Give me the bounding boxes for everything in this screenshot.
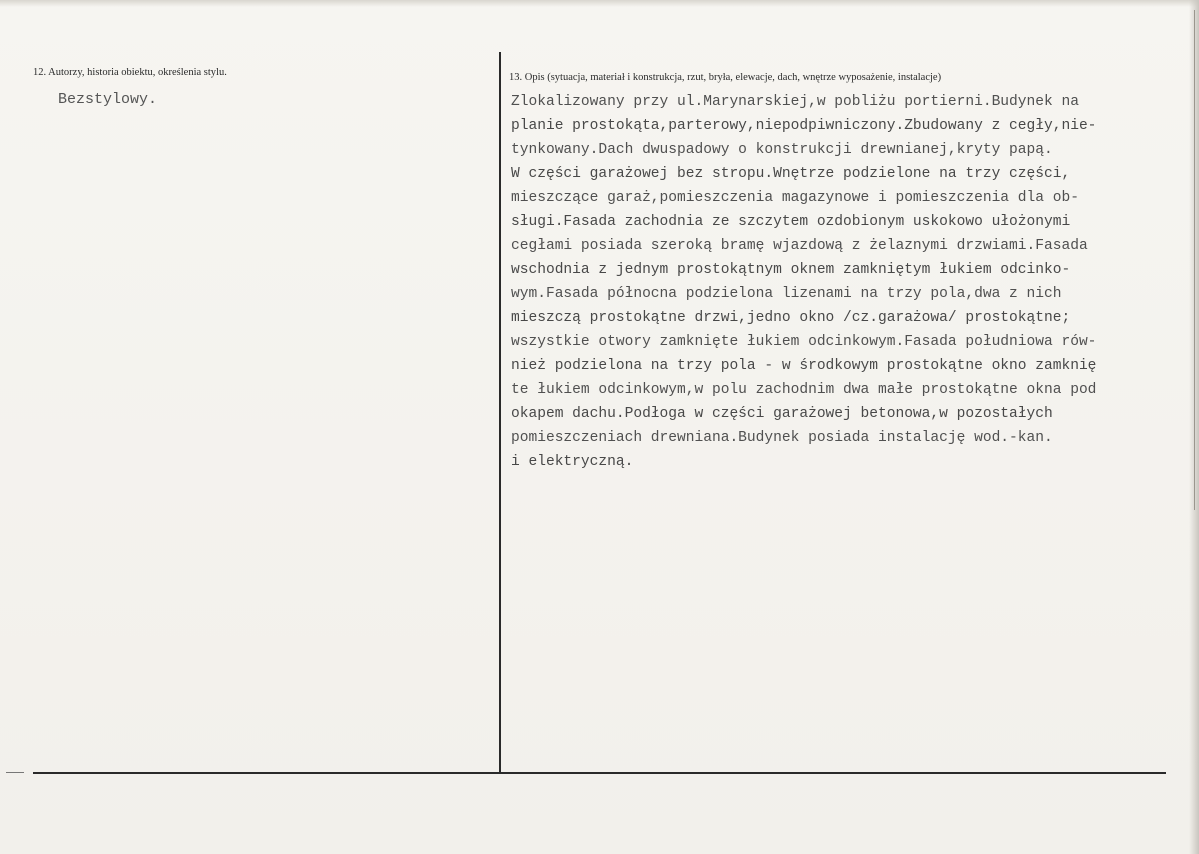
bottom-rule <box>33 772 1166 774</box>
section-12-value: Bezstylowy. <box>58 91 158 108</box>
description-line: mieszczące garaż,pomieszczenia magazynowe i pomieszczenia dla ob- <box>511 190 1079 206</box>
description-line: te łukiem odcinkowym,w polu zachodnim dwa małe prostokątne okna pod <box>511 382 1097 398</box>
description-line: W części garażowej bez stropu.Wnętrze podzielone na trzy części, <box>511 166 1071 182</box>
description-line: planie prostokąta,parterowy,niepodpiwniczony.Zbudowany z cegły,nie- <box>511 118 1097 134</box>
description-line: i elektryczną. <box>511 454 634 470</box>
description-line: nież podzielona na trzy pola - w środkowym prostokątne okno zamknię <box>511 358 1097 374</box>
description-line: wszystkie otwory zamknięte łukiem odcinkowym.Fasada południowa rów- <box>511 334 1097 350</box>
column-divider <box>499 52 501 774</box>
description-line: tynkowany.Dach dwuspadowy o konstrukcji drewnianej,kryty papą. <box>511 142 1053 158</box>
description-line: mieszczą prostokątne drzwi,jedno okno /cz.garażowa/ prostokątne; <box>511 310 1071 326</box>
description-line: wschodnia z jednym prostokątnym oknem zamkniętym łukiem odcinko- <box>511 262 1071 278</box>
description-line: pomieszczeniach drewniana.Budynek posiada instalację wod.-kan. <box>511 430 1053 446</box>
section-12-heading: 12. Autorzy, historia obiektu, określenia stylu. <box>33 67 227 78</box>
section-13-description <box>511 90 1096 474</box>
description-line: okapem dachu.Podłoga w części garażowej betonowa,w pozostałych <box>511 406 1053 422</box>
margin-tick <box>6 772 24 773</box>
section-13-heading: 13. Opis (sytuacja, materiał i konstrukcja, rzut, bryła, elewacje, dach, wnętrze wyposażenie, instalacje) <box>509 72 942 83</box>
description-line: sługi.Fasada zachodnia ze szczytem ozdobionym uskokowo ułożonymi <box>511 214 1071 230</box>
description-line: wym.Fasada północna podzielona lizenami na trzy pola,dwa z nich <box>511 286 1062 302</box>
description-line: cegłami posiada szeroką bramę wjazdową z żelaznymi drzwiami.Fasada <box>511 238 1088 254</box>
page-fold-line <box>1194 10 1195 510</box>
page-top-edge <box>0 0 1199 7</box>
description-line: Zlokalizowany przy ul.Marynarskiej,w pobliżu portierni.Budynek na <box>511 94 1079 110</box>
